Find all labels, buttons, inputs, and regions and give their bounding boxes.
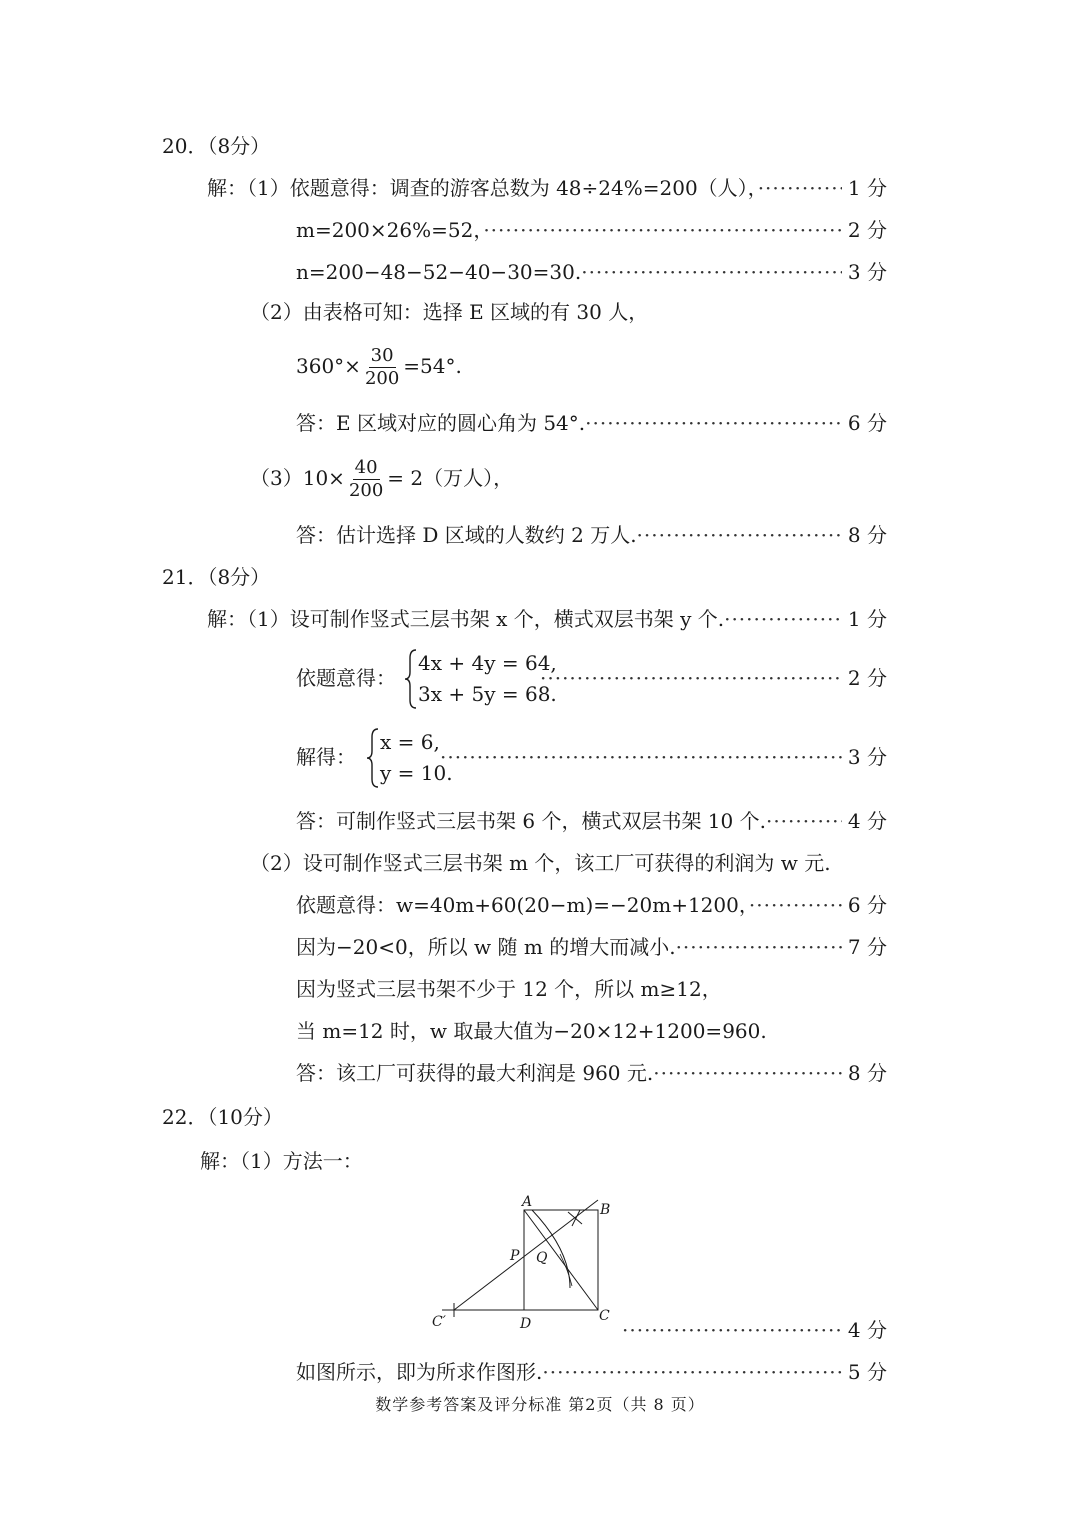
q21-line-4-text: 答：可制作竖式三层书架 6 个，横式双层书架 10 个. ····· bbox=[296, 807, 842, 835]
q20-line-8 bbox=[296, 521, 887, 549]
q20-line-3 bbox=[296, 258, 887, 286]
q21-line-5: （2）设可制作竖式三层书架 m 个，该工厂可获得的利润为 w 元. bbox=[250, 851, 831, 875]
q21-system-1 bbox=[404, 648, 557, 710]
brace-icon bbox=[366, 727, 380, 789]
q20-fraction-2-den: 200 bbox=[348, 480, 384, 501]
q21-line-6-score: 6 分 bbox=[847, 893, 887, 917]
q20-line-4: （2）由表格可知：选择 E 区域的有 30 人， bbox=[250, 300, 649, 324]
q21-line-1-text: 解：（1）设可制作竖式三层书架 x 个，横式双层书架 y 个. ····· bbox=[207, 605, 842, 633]
q22-figure-leader bbox=[622, 1316, 842, 1344]
q21-line-2-label: 依题意得： bbox=[296, 666, 396, 690]
q20-line-8-score: 8 分 bbox=[847, 523, 887, 547]
q21-line-3-label: 解得： bbox=[296, 745, 356, 769]
q20-line-1-text: 解：（1）依题意得：调查的游客总数为 48÷24%=200（人）， ····· bbox=[207, 174, 842, 202]
q20-line-2-score: 2 分 bbox=[847, 218, 887, 242]
label-b: B bbox=[600, 1202, 611, 1218]
q21-line-10-text: 答：该工厂可获得的最大利润是 960 元. ····· bbox=[296, 1059, 842, 1087]
q20-line-5-pre: 360°× bbox=[296, 354, 361, 378]
q20-line-6 bbox=[296, 409, 887, 437]
label-d: D bbox=[520, 1316, 532, 1332]
q21-line-3 bbox=[440, 743, 887, 771]
q21-line-1-score: 1 分 bbox=[847, 607, 887, 631]
brace-icon bbox=[404, 648, 418, 710]
q20-line-3-score: 3 分 bbox=[847, 260, 887, 284]
q20-line-3-text: n=200−48−52−40−30=30. ····· bbox=[296, 258, 842, 286]
q21-system-2-eq1: x = 6, bbox=[380, 730, 440, 754]
q22-figure-score: 4 分 bbox=[847, 1318, 887, 1342]
page-footer: 数学参考答案及评分标准 第2页（共 8 页） bbox=[375, 1395, 705, 1414]
tick-cross-2 bbox=[572, 1210, 580, 1226]
q21-line-3-leader bbox=[440, 743, 842, 771]
q21-line-6-text: 依题意得：w=40m+60(20−m)=−20m+1200， ····· bbox=[296, 891, 842, 919]
q21-line-3-score: 3 分 bbox=[847, 745, 887, 769]
q22-line-1: 解：（1）方法一： bbox=[200, 1149, 363, 1173]
q21-system-1-eq1: 4x + 4y = 64, bbox=[418, 651, 557, 675]
q21-line-2-leader bbox=[540, 664, 842, 692]
q21-line-6 bbox=[296, 891, 887, 919]
q20-line-1-score: 1 分 bbox=[847, 176, 887, 200]
q21-line-7-text: 因为−20<0，所以 w 随 m 的增大而减小. ····· bbox=[296, 933, 842, 961]
label-cprime: C′ bbox=[432, 1314, 446, 1330]
q20-line-7-pre: （3）10× bbox=[250, 466, 345, 490]
q21-line-7 bbox=[296, 933, 887, 961]
q21-header: 21．（8分） bbox=[162, 565, 271, 589]
q21-line-10 bbox=[296, 1059, 887, 1087]
label-a: A bbox=[522, 1194, 533, 1210]
q20-line-7 bbox=[250, 454, 513, 502]
q21-line-4-score: 4 分 bbox=[847, 809, 887, 833]
q20-line-8-text: 答：估计选择 D 区域的人数约 2 万人. ····· bbox=[296, 521, 842, 549]
q21-line-1 bbox=[207, 605, 887, 633]
q22-figure-line bbox=[622, 1316, 887, 1344]
construction-arc bbox=[532, 1210, 570, 1288]
label-p: P bbox=[510, 1248, 520, 1264]
q22-header: 22．（10分） bbox=[162, 1105, 283, 1129]
q20-fraction-2 bbox=[347, 457, 385, 502]
q21-line-9: 当 m=12 时，w 取最大值为−20×12+1200=960. bbox=[296, 1019, 767, 1043]
q22-line-2-score: 5 分 bbox=[847, 1360, 887, 1384]
q20-fraction-1-den: 200 bbox=[364, 368, 400, 389]
q20-fraction-1-num: 30 bbox=[370, 345, 394, 366]
q21-system-1-eq2: 3x + 5y = 68. bbox=[418, 682, 557, 706]
q20-line-1 bbox=[207, 174, 887, 202]
q20-line-5-post: =54°. bbox=[403, 354, 462, 378]
q21-system-2-eq2: y = 10. bbox=[380, 761, 453, 785]
geometry-figure bbox=[420, 1190, 620, 1335]
q22-line-2-text: 如图所示，即为所求作图形. ····· bbox=[296, 1358, 842, 1386]
q20-line-7-post: = 2（万人）， bbox=[387, 466, 514, 490]
construction-arc-2 bbox=[560, 1254, 572, 1286]
q20-fraction-2-num: 40 bbox=[354, 457, 378, 478]
q20-line-2 bbox=[296, 216, 887, 244]
q21-line-2 bbox=[540, 664, 887, 692]
q21-line-8: 因为竖式三层书架不少于 12 个，所以 m≥12， bbox=[296, 977, 722, 1001]
q20-line-6-text: 答：E 区域对应的圆心角为 54°. ····· bbox=[296, 409, 842, 437]
q21-line-2-score: 2 分 bbox=[847, 666, 887, 690]
label-c: C bbox=[599, 1308, 610, 1324]
q20-fraction-1 bbox=[363, 345, 401, 390]
q21-line-7-score: 7 分 bbox=[847, 935, 887, 959]
q20-line-2-text: m=200×26%=52， ····· bbox=[296, 216, 842, 244]
q20-line-6-score: 6 分 bbox=[847, 411, 887, 435]
q22-line-2 bbox=[296, 1358, 887, 1386]
q21-line-4 bbox=[296, 807, 887, 835]
label-q: Q bbox=[536, 1250, 548, 1266]
q20-header: 20．（8分） bbox=[162, 134, 271, 158]
q20-line-5 bbox=[296, 342, 462, 390]
q21-line-10-score: 8 分 bbox=[847, 1061, 887, 1085]
